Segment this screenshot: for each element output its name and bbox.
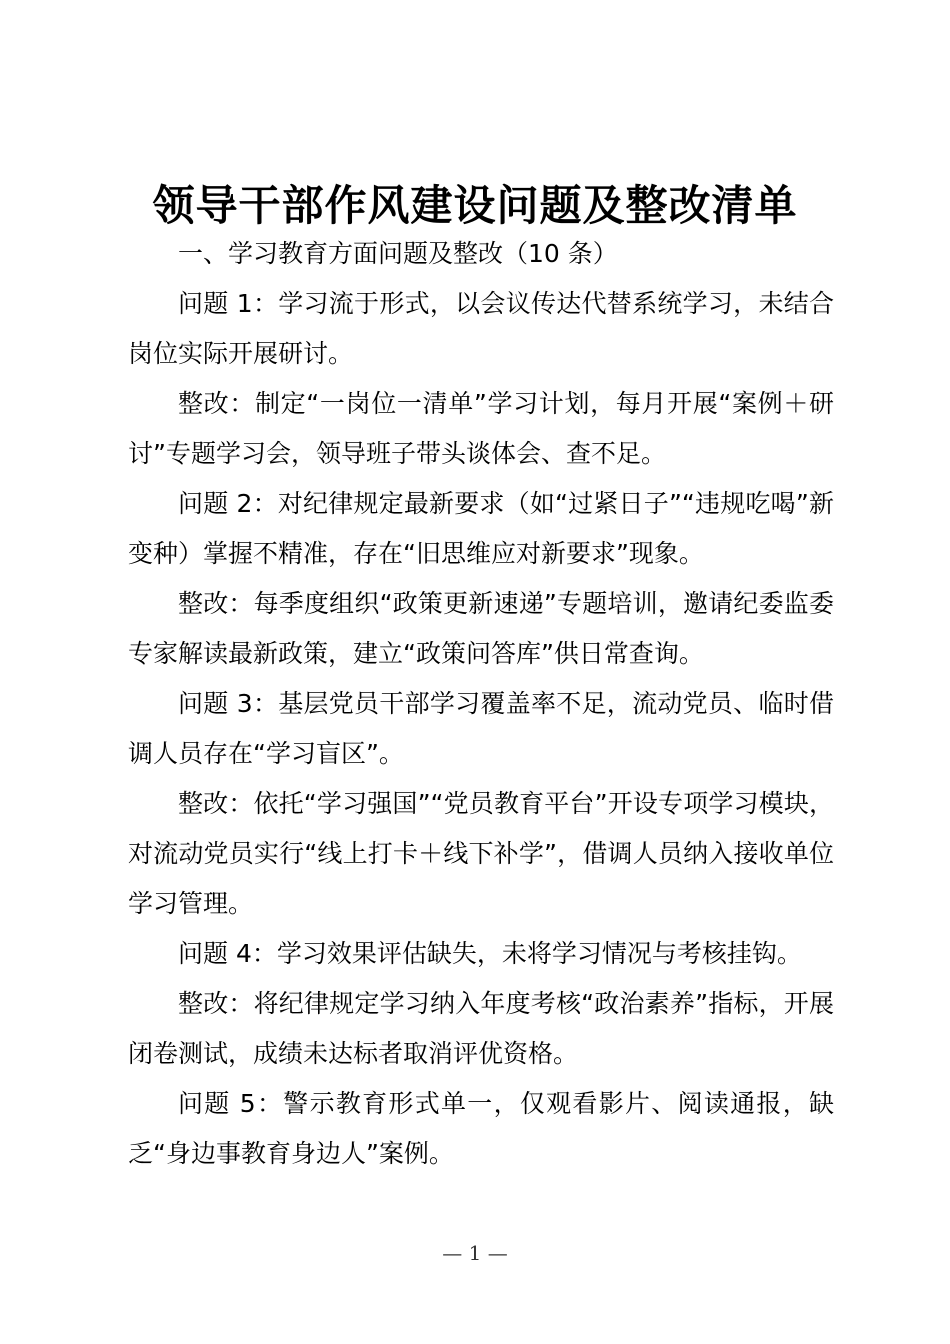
rectification-3: 整改：依托“学习强国”“党员教育平台”开设专项学习模块，对流动党员实行“线上打卡＋线下补学”，借调人员纳入接收单位学习管理。 bbox=[128, 789, 834, 918]
rectification-2: 整改：每季度组织“政策更新速递”专题培训，邀请纪委监委专家解读最新政策，建立“政策问答库”供日常查询。 bbox=[128, 589, 834, 668]
document-title: 领导干部作风建设问题及整改清单 bbox=[152, 181, 798, 230]
rectification-4: 整改：将纪律规定学习纳入年度考核“政治素养”指标，开展闭卷测试，成绩未达标者取消评优资格。 bbox=[128, 989, 834, 1068]
page-number: — 1 — bbox=[442, 1241, 508, 1265]
problem-1: 问题 1：学习流于形式，以会议传达代替系统学习，未结合岗位实际开展研讨。 bbox=[128, 289, 834, 368]
document-body bbox=[128, 229, 834, 1179]
problem-4: 问题 4：学习效果评估缺失，未将学习情况与考核挂钩。 bbox=[178, 939, 802, 968]
problem-3: 问题 3：基层党员干部学习覆盖率不足，流动党员、临时借调人员存在“学习盲区”。 bbox=[128, 689, 834, 768]
section-heading: 一、学习教育方面问题及整改（10 条） bbox=[178, 239, 618, 268]
rectification-1: 整改：制定“一岗位一清单”学习计划，每月开展“案例＋研讨”专题学习会，领导班子带头谈体会、查不足。 bbox=[128, 389, 834, 468]
problem-2: 问题 2：对纪律规定最新要求（如“过紧日子”“违规吃喝”新变种）掌握不精准，存在“旧思维应对新要求”现象。 bbox=[128, 489, 834, 568]
problem-5: 问题 5：警示教育形式单一，仅观看影片、阅读通报，缺乏“身边事教育身边人”案例。 bbox=[128, 1089, 834, 1168]
